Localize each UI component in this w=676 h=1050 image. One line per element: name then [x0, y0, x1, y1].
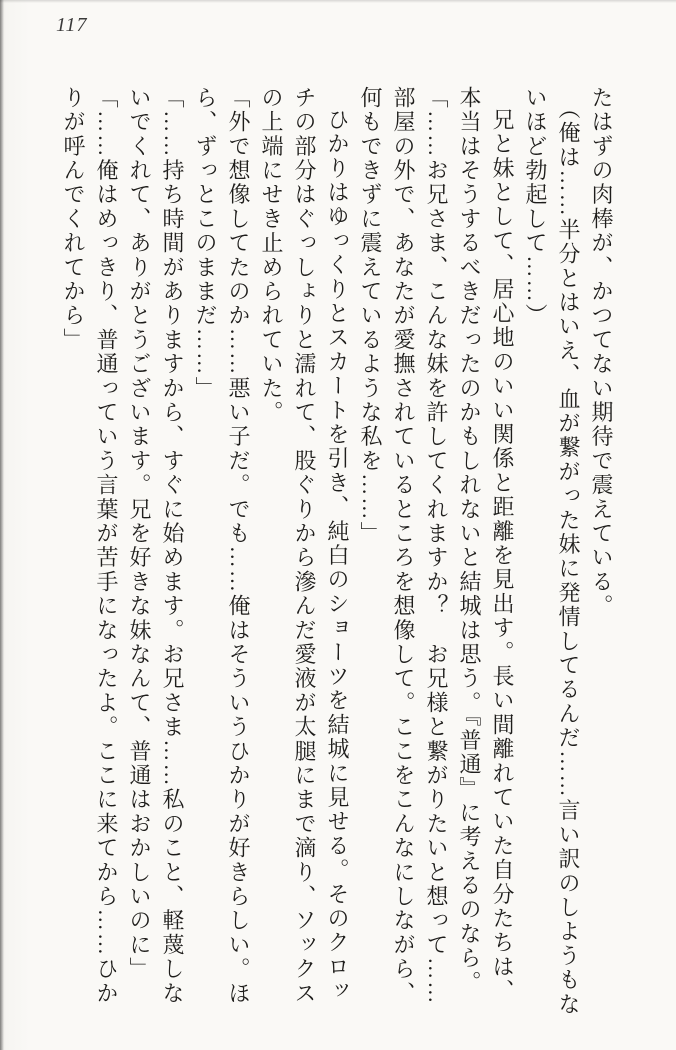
- text-line: いほど勃起して……）: [523, 86, 548, 328]
- text-line: 本当はそうするべきだったのかもしれないと結城は思う。『普通』に考えるのなら。: [457, 86, 482, 995]
- text-line: いでくれて、ありがとうございます。兄を好きな妹なんて、普通はおかしいのに」: [127, 86, 152, 982]
- text-line: （俺は……半分とはいえ、血が繋がった妹に発情してるんだ……言い訳のしようもな: [556, 97, 581, 1017]
- page-edge-shadow: [0, 0, 4, 1050]
- text-line: りが呼んでくれてから」: [61, 86, 86, 353]
- text-line: 何もできずに震えているような私を……」: [358, 86, 383, 546]
- text-line: 「外で想像してたのか……悪い子だ。でも……俺はそういうひかりが好きらしい。ほ: [226, 86, 251, 1006]
- text-line: 「……持ち時間がありますから、すぐに始めます。お兄さま……私のこと、軽蔑しな: [160, 86, 185, 1006]
- text-line: ら、ずっとこのままだ……」: [193, 86, 218, 401]
- text-line: の上端にせき止められていた。: [259, 86, 284, 425]
- page-number: 117: [56, 14, 88, 36]
- page-top-shadow: [0, 0, 676, 3]
- text-line: 「……お兄さま、こんな妹を許してくれますか？ お兄様と繋がりたいと想って……: [424, 86, 449, 1006]
- vertical-text-block: [56, 86, 618, 1026]
- text-line: 「……俺はめっきり、普通っていう言葉が苦手になったよ。ここに来てから……ひか: [94, 86, 119, 1006]
- text-line: チの部分はぐっしょりと濡れて、股ぐりから滲んだ愛液が太腿にまで滴り、ソックス: [292, 86, 317, 1006]
- text-line: たはずの肉棒が、かつてない期待で震えている。: [589, 86, 614, 619]
- text-line: 兄と妹として、居心地のいい関係と距離を見出す。長い間離れていた自分たちは、: [490, 108, 515, 1004]
- text-line: 部屋の外で、あなたが愛撫されているところを想像して。ここをこんなにしながら、: [391, 86, 416, 1006]
- text-line: ひかりはゆっくりとスカートを引き、純白のショーツを結城に見せる。そのクロッ: [325, 108, 350, 1004]
